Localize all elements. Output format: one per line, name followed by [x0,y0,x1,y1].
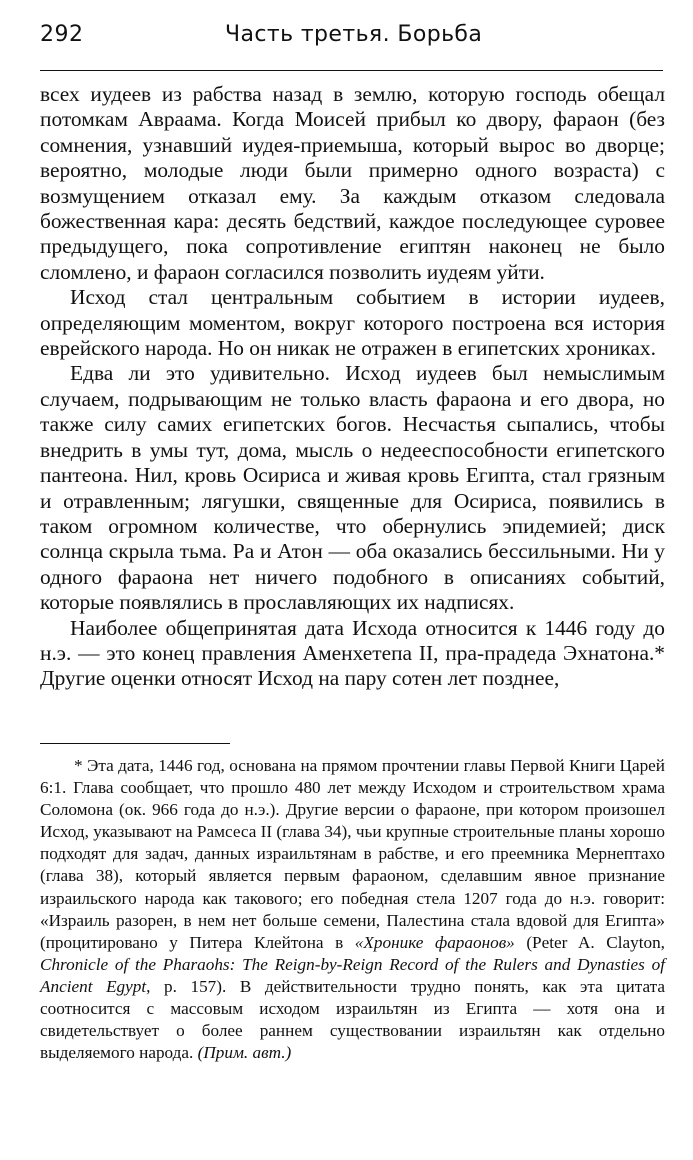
paragraph: Едва ли это удивительно. Исход иудеев был немыслимым случаем, подрывающим не только власть фараона и его двора, но также силу самих египетских богов. Несчастья сыпались, чтобы внедрить в умы тут, дома, мысль о недееспособности египетского пантеона. Нил, кровь Осириса и живая кровь Египта, стал грязным и отравленным; лягушки, священные для Осириса, появились в таком огромном количестве, что обернулись эпидемией; диск солнца скрыла тьма. Ра и Атон — оба оказались бессильными. Ни у одного фараона нет ничего подобного в описаниях событий, которые появлялись в прославляющих их надписях. [40,361,665,615]
footnote-text: * Эта дата, 1446 год, основана на прямом прочтении главы Первой Книги Царей 6:1. Глава сообщает, что прошло 480 лет между Исходом и строительством храма Соломона (ок. 966 года до н.э.). Другие версии о фараоне, при котором произошел Исход, указывают на Рамсеса II (глава 34), чьи крупные строительные планы хорошо подходят для задач, данных израильтянам в рабстве, и его преемника Мернептахо (глава 38), который является первым фараоном, сделавшим явное признание израильского народа как такового; его победная стела 1207 года до н.э. говорит: «Израиль разорен, в нем нет больше семени, Палестина стала вдовой для Египта» (процитировано у Питера Клейтона в [40,756,665,952]
footnote-book-title-ru: «Хронике фараонов» [354,932,515,952]
main-text [40,82,665,692]
running-title: Часть третья. Борьба [225,22,483,47]
paragraph: Наиболее общепринятая дата Исхода относится к 1446 году до н.э. — это конец правления Аменхетепа II, пра-прадеда Эхнатона.* Другие оценки относят Исход на пару сотен лет позднее, [40,615,665,691]
footnote-book-title-en: Chronicle of the Pharaohs: The Reign-by-Reign Record of the Rulers and Dynasties of Ancient Egypt [40,954,665,996]
footnote-text: , p. 157). В действительности трудно понять, как эта цитата соотносится с массовым исходом израильтян из Египта — хотя она и свидетельствует о более раннем существовании израильтян как отдельно выделяемого народа. [40,976,665,1063]
paragraph: всех иудеев из рабства назад в землю, которую господь обещал потомкам Авраама. Когда Моисей прибыл ко двору, фараон (без сомнения, узнавший иудея-приемыша, который вырос во дворце; вероятно, молодые люди были примерно одного возраста) с возмущением отказал ему. За каждым отказом следовала божественная кара: десять бедствий, каждое последующее суровее предыдущего, пока сопротивление египтян наконец не было сломлено, и фараон согласился позволить иудеям уйти. [40,82,665,284]
header-rule [40,70,663,71]
paragraph: Исход стал центральным событием в истории иудеев, определяющим моментом, вокруг которого построена вся история еврейского народа. Но он никак не отражен в египетских хрониках. [40,285,665,361]
footnote [40,755,665,1064]
footnote-text: (Peter A. Clayton, [514,932,665,952]
footnote-author-note: (Прим. авт.) [197,1043,292,1063]
page-header [40,22,665,58]
footnote-rule [40,743,230,744]
page-number: 292 [40,22,84,47]
